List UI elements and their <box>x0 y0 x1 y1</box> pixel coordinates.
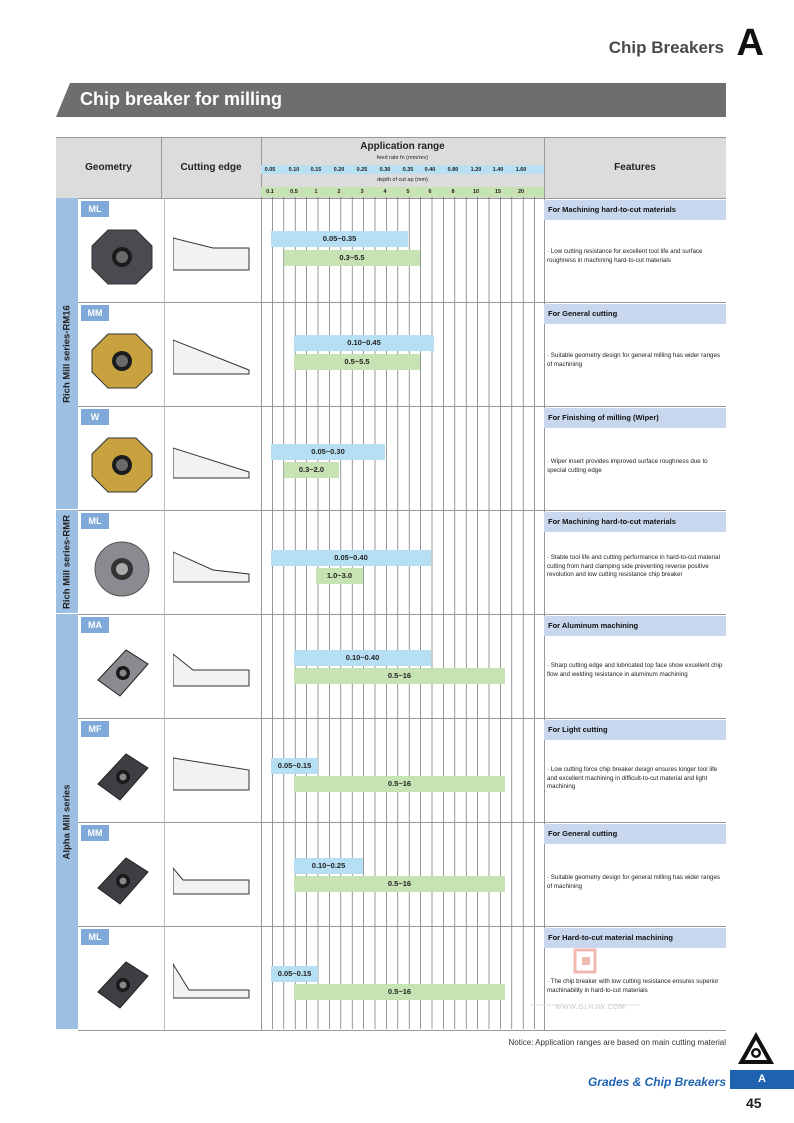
feature-description: · Suitable geometry design for general milling has wider ranges of machining <box>547 352 720 368</box>
chip-breaker-code: MM <box>81 825 109 841</box>
feature-title: For Machining hard-to-cut materials <box>544 200 726 220</box>
depth-range-bar: 0.5~16 <box>294 668 505 684</box>
series-label: Rich Mill series-RM16 <box>61 304 73 403</box>
cutting-edge-cell <box>164 822 262 926</box>
cutting-edge-profile <box>173 332 253 376</box>
cutting-edge-cell <box>164 198 262 302</box>
section-title: Chip Breakers <box>608 38 724 57</box>
depth-tick-label: 1 <box>314 189 318 195</box>
depth-tick-label: 4 <box>383 189 387 195</box>
cutting-edge-cell <box>164 510 262 614</box>
depth-range-bar: 0.5~16 <box>294 984 505 1000</box>
depth-tick-label: 5 <box>406 189 410 195</box>
feed-tick-label: 1.20 <box>470 167 482 173</box>
page-number: 45 <box>746 1095 762 1111</box>
cutting-edge-profile <box>173 644 253 688</box>
depth-tick-label: 8 <box>451 189 455 195</box>
insert-image <box>86 536 158 602</box>
application-range-header: Application range <box>360 141 445 152</box>
feature-description: · Sharp cutting edge and lubricated top face show excellent chip flow and welding resistance in aluminum machining <box>547 662 723 678</box>
feature-description: · Stable tool life and cutting performance in hard-to-cut material cutting from hard clamping side preventing reverse positive revolution and low cutting resistance chip breaker <box>547 554 720 578</box>
feed-tick-label: 0.80 <box>447 167 459 173</box>
feature-title: For Aluminum machining <box>544 616 726 636</box>
feed-tick-label: 0.40 <box>424 167 436 173</box>
cutting-edge-cell <box>164 926 262 1030</box>
depth-range-bar: 0.3~2.0 <box>284 462 339 478</box>
insert-image <box>86 328 158 394</box>
cutting-edge-cell <box>164 718 262 822</box>
insert-image <box>86 848 158 914</box>
chip-breaker-code: MM <box>81 305 109 321</box>
watermark-url: WWW.GLRJW.COM <box>555 1004 626 1011</box>
cutting-edge-cell <box>164 406 262 510</box>
section-letter: A <box>736 22 764 64</box>
depth-range-bar: 0.3~5.5 <box>284 250 420 266</box>
insert-image <box>86 952 158 1018</box>
feature-title: For Machining hard-to-cut materials <box>544 512 726 532</box>
chip-breaker-code: ML <box>81 201 109 217</box>
features-header: Features <box>614 162 656 173</box>
depth-range-bar: 1.0~3.0 <box>316 568 363 584</box>
feed-range-bar: 0.05~0.15 <box>271 758 318 774</box>
feed-range-bar: 0.10~0.45 <box>294 335 434 351</box>
depth-tick-label: 15 <box>494 189 502 195</box>
cutting-edge-profile <box>173 748 253 792</box>
depth-tick-label: 3 <box>360 189 364 195</box>
depth-label: depth of cut ap (mm) <box>377 177 428 183</box>
cutting-edge-profile <box>173 540 253 584</box>
feed-tick-label: 0.15 <box>310 167 322 173</box>
depth-tick-label: 6 <box>428 189 432 195</box>
feed-tick-label: 0.10 <box>288 167 300 173</box>
feature-description: · The chip breaker with low cutting resistance ensures superior machinability in hard-to-cut materials <box>547 978 719 994</box>
feed-tick-label: 0.20 <box>333 167 345 173</box>
chip-breaker-code: MF <box>81 721 109 737</box>
depth-tick-label: 2 <box>337 189 341 195</box>
cutting-edge-cell <box>164 614 262 718</box>
chip-breaker-code: W <box>81 409 109 425</box>
footer-section-link[interactable]: Grades & Chip Breakers <box>587 1075 726 1089</box>
table-row <box>78 822 726 927</box>
geometry-header: Geometry <box>85 162 132 173</box>
depth-range-bar: 0.5~5.5 <box>294 354 420 370</box>
company-logo-icon <box>736 1030 776 1068</box>
feature-description: · Suitable geometry design for general milling has wider ranges of machining <box>547 874 720 890</box>
chip-breaker-code: ML <box>81 929 109 945</box>
cutting-edge-profile <box>173 436 253 480</box>
notice: Notice: Application ranges are based on main cutting material <box>508 1038 726 1047</box>
series-rmr <box>56 510 78 613</box>
cutting-edge-cell <box>164 302 262 406</box>
depth-range-bar: 0.5~16 <box>294 776 505 792</box>
depth-tick-label: 0.5 <box>290 189 298 195</box>
insert-image <box>86 744 158 810</box>
banner-corner-cut <box>56 83 70 117</box>
feed-tick-label: 0.35 <box>402 167 414 173</box>
feed-tick-label: 1.40 <box>492 167 504 173</box>
feed-range-bar: 0.05~0.30 <box>271 444 385 460</box>
insert-image <box>86 224 158 290</box>
feed-range-bar: 0.05~0.15 <box>271 966 318 982</box>
cutting-edge-profile <box>173 956 253 1000</box>
chip-breaker-code: ML <box>81 513 109 529</box>
depth-tick-label: 10 <box>472 189 480 195</box>
feature-description: · Wiper insert provides improved surface roughness due to special cutting edge <box>547 458 708 474</box>
banner-title: Chip breaker for milling <box>80 89 283 109</box>
insert-image <box>86 640 158 706</box>
feed-tick-label: 0.25 <box>356 167 368 173</box>
depth-tick-row <box>261 187 544 197</box>
cutting-edge-profile <box>173 228 253 272</box>
feature-title: For Finishing of milling (Wiper) <box>544 408 726 428</box>
table-row <box>78 718 726 823</box>
depth-tick-label: 0.1 <box>266 189 274 195</box>
chip-breaker-code: MA <box>81 617 109 633</box>
feed-range-bar: 0.10~0.25 <box>294 858 363 874</box>
series-alpha <box>56 614 78 1029</box>
feature-description: · Low cutting force chip breaker design ensures longer tool life and excellent machining in difficult-to-cut material and light machining <box>547 766 718 790</box>
footer-section-tab[interactable]: A <box>730 1070 794 1089</box>
series-label: Alpha Mill series <box>61 784 73 859</box>
feature-title: For General cutting <box>544 304 726 324</box>
feed-range-bar: 0.05~0.40 <box>271 550 431 566</box>
depth-tick-label: 20 <box>517 189 525 195</box>
cutting-edge-profile <box>173 852 253 896</box>
table-row <box>78 614 726 719</box>
table-row <box>78 406 726 511</box>
feed-range-bar: 0.10~0.40 <box>294 650 431 666</box>
feature-title: For General cutting <box>544 824 726 844</box>
series-label: Rich Mill series-RMR <box>61 514 73 609</box>
feed-range-bar: 0.05~0.35 <box>271 231 408 247</box>
feed-tick-label: 0.05 <box>264 167 276 173</box>
feed-tick-label: 1.60 <box>515 167 527 173</box>
feed-tick-label: 0.30 <box>379 167 391 173</box>
depth-range-bar: 0.5~16 <box>294 876 505 892</box>
cutting-edge-header: Cutting edge <box>180 162 242 173</box>
feature-title: For Hard-to-cut material machining <box>544 928 726 948</box>
feed-rate-label: feed rate fn (mm/rev) <box>376 155 429 161</box>
insert-image <box>86 432 158 498</box>
feature-description: · Low cutting resistance for excellent tool life and surface roughness in machining hard-to-cut materials <box>547 248 703 264</box>
feature-title: For Light cutting <box>544 720 726 740</box>
